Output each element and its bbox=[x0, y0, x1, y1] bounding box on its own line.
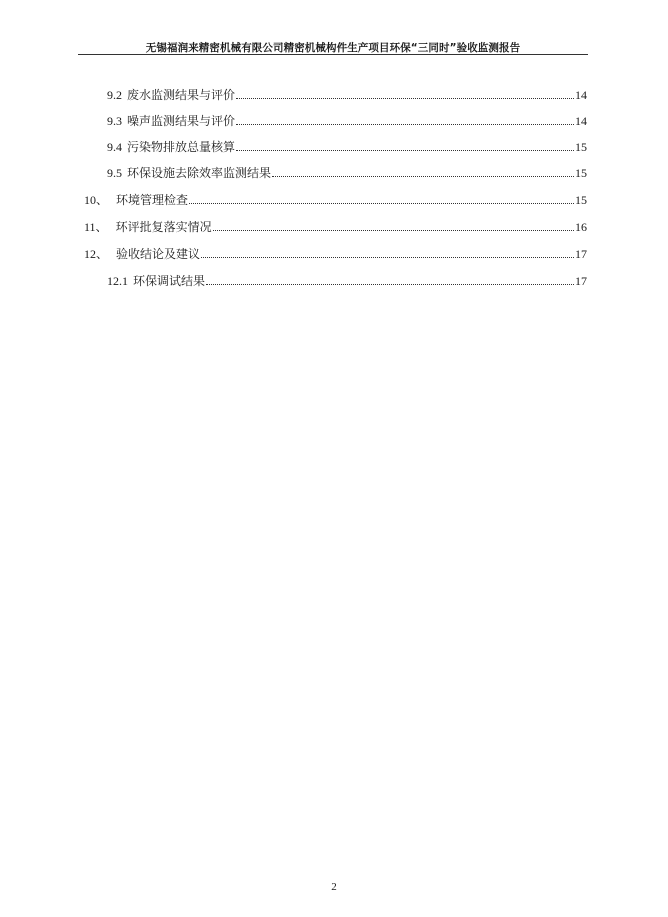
toc-entry-page: 15 bbox=[575, 193, 587, 207]
toc-entry-title: 环境管理检查 bbox=[116, 193, 189, 207]
toc-entry-number: 9.4 bbox=[107, 140, 122, 154]
toc-entry-page: 14 bbox=[575, 114, 587, 128]
toc-entry-9-5[interactable] bbox=[107, 164, 587, 180]
toc-entry-11[interactable] bbox=[84, 218, 587, 234]
toc-entry-page: 17 bbox=[575, 247, 587, 261]
toc-entry-page: 16 bbox=[575, 220, 587, 234]
toc-entry-9-3[interactable] bbox=[107, 112, 587, 128]
toc-entry-number: 12.1 bbox=[107, 274, 128, 288]
toc-dot-leader bbox=[213, 230, 574, 231]
header-rule bbox=[78, 54, 588, 55]
toc-dot-leader bbox=[236, 150, 574, 151]
toc-entry-page: 15 bbox=[575, 140, 587, 154]
toc-entry-number: 9.5 bbox=[107, 166, 122, 180]
toc-dot-leader bbox=[236, 98, 574, 99]
toc-entry-9-2[interactable] bbox=[107, 86, 587, 102]
toc-entry-number: 12、 bbox=[84, 247, 109, 261]
toc-entry-page: 17 bbox=[575, 274, 587, 288]
toc-dot-leader bbox=[189, 203, 574, 204]
toc-entry-title: 环评批复落实情况 bbox=[115, 220, 212, 234]
toc-entry-10[interactable] bbox=[84, 191, 587, 207]
toc-entry-number: 11、 bbox=[84, 220, 108, 234]
toc-entry-title: 环保设施去除效率监测结果 bbox=[127, 166, 272, 180]
toc-entry-9-4[interactable] bbox=[107, 138, 587, 154]
toc-dot-leader bbox=[236, 124, 574, 125]
toc-entry-page: 14 bbox=[575, 88, 587, 102]
toc-entry-page: 15 bbox=[575, 166, 587, 180]
toc-dot-leader bbox=[206, 284, 574, 285]
toc-entry-title: 噪声监测结果与评价 bbox=[127, 114, 236, 128]
page-number: 2 bbox=[331, 881, 337, 893]
toc-dot-leader bbox=[201, 257, 574, 258]
toc-entry-number: 10、 bbox=[84, 193, 109, 207]
toc-dot-leader bbox=[272, 176, 574, 177]
toc-entry-title: 环保调试结果 bbox=[133, 274, 206, 288]
toc-entry-title: 废水监测结果与评价 bbox=[127, 88, 236, 102]
toc-entry-12-1[interactable] bbox=[107, 272, 587, 288]
running-header: 无锡福润来精密机械有限公司精密机械构件生产项目环保“三同时”验收监测报告 bbox=[145, 42, 521, 54]
toc-entry-number: 9.3 bbox=[107, 114, 122, 128]
toc-entry-title: 验收结论及建议 bbox=[116, 247, 201, 261]
toc-entry-title: 污染物排放总量核算 bbox=[127, 140, 236, 154]
toc-entry-number: 9.2 bbox=[107, 88, 122, 102]
toc-entry-12[interactable] bbox=[84, 245, 587, 261]
